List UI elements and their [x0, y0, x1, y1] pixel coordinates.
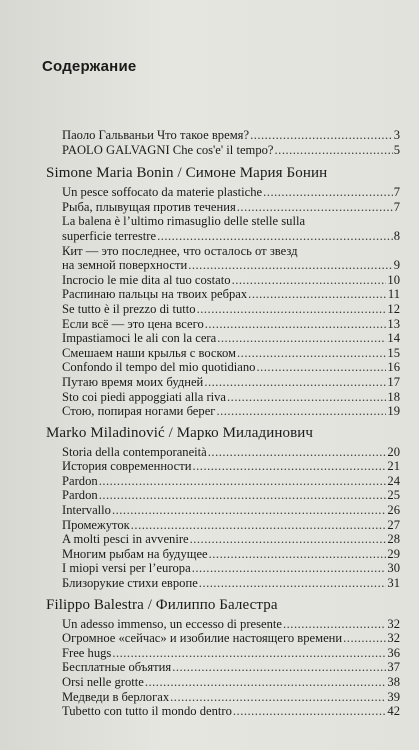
page-number: 14 [387, 331, 400, 346]
section-author-heading: Marko Miladinović / Марко Миладинович [46, 424, 314, 441]
page-number: 38 [387, 675, 400, 689]
page-number: 31 [387, 576, 400, 591]
entry-title: I miopi versi per l’europa [62, 561, 191, 576]
toc-entry [62, 404, 400, 419]
page-number: 36 [387, 645, 400, 660]
page-number: 11 [387, 287, 400, 302]
section-author-heading: Simone Maria Bonin / Симоне Мария Бонин [46, 165, 328, 182]
page-number: 8 [393, 228, 400, 243]
toc-entry [62, 346, 400, 361]
toc-entry [62, 331, 400, 346]
dot-leader [233, 704, 387, 719]
toc-entry [62, 185, 400, 200]
toc-entry [62, 302, 400, 317]
page-heading: Содержание [42, 58, 137, 75]
dot-leader [131, 518, 387, 533]
dot-leader [205, 317, 387, 332]
dot-leader [193, 459, 387, 474]
dot-leader [256, 360, 386, 375]
toc-entry [62, 390, 400, 405]
entry-title: История современности [62, 459, 192, 474]
dot-leader [190, 532, 387, 547]
table-of-contents [46, 128, 400, 719]
page-number: 7 [393, 185, 400, 200]
dot-leader [227, 390, 386, 405]
toc-entry [62, 360, 400, 375]
page-number: 28 [387, 532, 400, 547]
dot-leader [157, 229, 393, 244]
page-number: 32 [387, 616, 400, 631]
toc-entry [62, 375, 400, 390]
page-number: 29 [387, 546, 400, 561]
dot-leader [192, 561, 387, 576]
entry-title: Un adesso immenso, un eccesso di presente [62, 616, 282, 631]
entry-title: Confondo il tempo del mio quotidiano [62, 360, 256, 375]
entry-title: Распинаю пальцы на твоих ребрах [62, 287, 248, 302]
toc-entry [62, 503, 400, 518]
toc-entry [62, 576, 400, 591]
page-number: 15 [387, 345, 400, 360]
entry-title: Storia della contemporaneità [62, 444, 207, 459]
toc-entry [62, 690, 400, 705]
entry-title: Sto coi piedi appoggiati alla riva [62, 389, 227, 404]
toc-entry [62, 445, 400, 460]
toc-entry [62, 143, 400, 158]
entry-title-continued: на земной поверхности [62, 258, 188, 273]
entry-title: Кит — это последнее, что осталось от звезд [62, 243, 298, 258]
entry-title: Se tutto è il prezzo di tutto [62, 301, 196, 316]
page-number: 32 [387, 631, 400, 646]
page-number: 7 [393, 199, 400, 214]
dot-leader [216, 404, 386, 419]
page-number: 13 [387, 316, 400, 331]
entry-title: Tubetto con tutto il mondo dentro [62, 704, 232, 719]
page-number: 18 [387, 389, 400, 404]
page-number: 39 [387, 689, 400, 704]
entry-title-continued: superficie terrestre [62, 228, 157, 243]
dot-leader [172, 660, 386, 675]
dot-leader [204, 375, 386, 390]
dot-leader [188, 258, 392, 273]
dot-leader [237, 346, 386, 361]
entry-title: A molti pesci in avvenire [62, 532, 189, 547]
entry-title: Рыба, плывущая против течения [62, 199, 236, 214]
toc-entry [62, 273, 400, 288]
dot-leader [99, 474, 387, 489]
entry-title: La balena è l’ultimo rimasuglio delle stelle sulla [62, 214, 306, 229]
entry-title: Intervallo [62, 503, 111, 518]
entry-title: Pardon [62, 473, 98, 488]
entry-title: Многим рыбам на будущее [62, 546, 208, 561]
dot-leader [275, 143, 393, 158]
page-number: 24 [387, 473, 400, 488]
entry-title: Free hugs [62, 645, 112, 660]
section-author-heading: Filippo Balestra / Филиппо Балестра [46, 596, 278, 613]
dot-leader [237, 200, 393, 215]
entry-title: Pardon [62, 488, 98, 503]
page-number: 37 [387, 660, 400, 675]
toc-entry [62, 317, 400, 332]
toc-entry [62, 646, 400, 661]
page-number: 30 [387, 561, 400, 576]
dot-leader [99, 488, 387, 503]
dot-leader [197, 302, 387, 317]
entry-title: Близорукие стихи европе [62, 576, 198, 591]
dot-leader [112, 503, 386, 518]
dot-leader [112, 646, 386, 661]
toc-entry [62, 214, 400, 243]
page-number: 17 [387, 374, 400, 389]
dot-leader [199, 576, 387, 591]
entry-title: Промежуток [62, 517, 130, 532]
dot-leader [208, 445, 387, 460]
entry-title-continued-line [62, 258, 400, 273]
toc-entry [62, 561, 400, 576]
toc-entry [62, 287, 400, 302]
dot-leader [145, 675, 387, 690]
page-number: 9 [393, 258, 400, 273]
entry-title: Медведи в берлогах [62, 689, 170, 704]
entry-title: Incrocio le mie dita al tuo costato [62, 272, 231, 287]
dot-leader [283, 617, 386, 632]
entry-title: Orsi nelle grotte [62, 675, 144, 689]
dot-leader [217, 331, 386, 346]
page-number: 10 [387, 272, 400, 287]
entry-title: Un pesce soffocato da materie plastiche [62, 185, 263, 200]
dot-leader [343, 631, 386, 646]
entry-title: Паоло Гальваньи Что такое время? [62, 128, 250, 142]
toc-entry [62, 474, 400, 489]
dot-leader [250, 128, 393, 143]
toc-entry [62, 675, 400, 690]
page-number: 19 [387, 404, 400, 419]
page-number: 16 [387, 360, 400, 375]
entry-title: Стою, попирая ногами берег [62, 404, 216, 419]
page-number: 20 [387, 444, 400, 459]
page-number: 3 [393, 128, 400, 142]
toc-entry [62, 488, 400, 503]
entry-title: Путаю время моих будней [62, 374, 204, 389]
toc-entry [62, 518, 400, 533]
toc-entry [62, 200, 400, 215]
toc-entry [62, 631, 400, 646]
page-number: 26 [387, 503, 400, 518]
page-number: 27 [387, 517, 400, 532]
dot-leader [232, 273, 387, 288]
entry-title: Огромное «сейчас» и изобилие настоящего времени [62, 631, 343, 646]
page-number: 12 [387, 301, 400, 316]
entry-title: Смешаем наши крылья с воском [62, 345, 237, 360]
toc-entry [62, 617, 400, 632]
page-number: 21 [387, 459, 400, 474]
dot-leader [209, 547, 387, 562]
dot-leader [248, 287, 387, 302]
toc-entry [62, 244, 400, 273]
spacer [62, 157, 400, 159]
toc-entry [62, 532, 400, 547]
dot-leader [170, 690, 386, 705]
page-number: 42 [387, 704, 400, 719]
entry-title-continued-line [62, 229, 400, 244]
toc-entry [62, 128, 400, 143]
entry-title: Impastiamoci le ali con la cera [62, 331, 217, 346]
entry-title: Бесплатные объятия [62, 660, 172, 675]
toc-entry [62, 660, 400, 675]
page-number: 25 [387, 488, 400, 503]
toc-entry [62, 459, 400, 474]
toc-entry [62, 547, 400, 562]
page-number: 5 [393, 142, 400, 157]
entry-title: Если всё — это цена всего [62, 316, 204, 331]
dot-leader [263, 185, 393, 200]
toc-entry [62, 704, 400, 719]
entry-title: PAOLO GALVAGNI Che cos'e' il tempo? [62, 142, 274, 157]
